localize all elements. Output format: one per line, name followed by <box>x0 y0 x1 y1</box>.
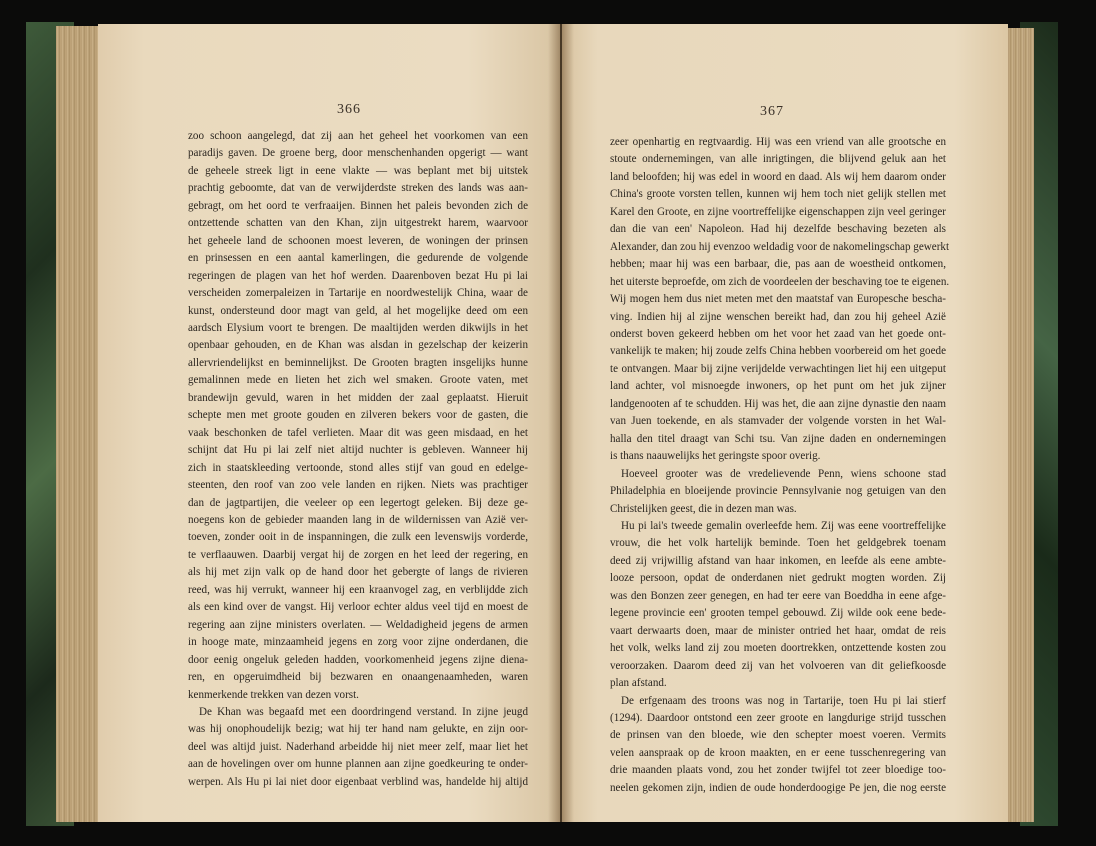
text-line: openbaar gehouden, en de Khan was alsdan in gezelschap der keizerin <box>188 339 528 352</box>
text-line: vankelijk te maken; hij zoude zelfs China hebben voorbereid om het goede <box>610 345 946 358</box>
text-line: schepte men met groote gouden en zilveren bekers voor de gasten, die <box>188 409 528 422</box>
text-line: Hu pi lai's tweede gemalin overleefde hem. Zij was eene voortreffelijke <box>621 519 946 532</box>
text-line: Philadelphia en bloeijende provincie Pennsylvanie nog getuigen van den <box>610 485 946 498</box>
text-line: te verflaauwen. Daarbij vergat hij de zorgen en het leed der regering, en <box>188 548 528 561</box>
text-line: het uiterste beproefde, om zich de voordeelen der beschaving toe te eigenen. <box>610 275 950 288</box>
text-line: Hoeveel grooter was de vredelievende Penn, wiens schoone stad <box>621 467 946 480</box>
text-line: gemalinnen mede en lieten het zich wel smaken. Groote vaten, met <box>188 374 528 387</box>
text-line: kenmerkende trekken van dezen vorst. <box>188 688 359 701</box>
text-line: stoute ondernemingen, van alle inrigtingen, die blijvend geluk aan het <box>610 153 946 166</box>
text-line: de geheele streek ligt in eene vlakte — was beplant met bij uitstek <box>188 164 528 177</box>
text-line: Christelijken geest, die in dezen man was. <box>610 502 797 515</box>
text-line: paradijs gaven. De groene berg, door menschenhanden opgerigt — want <box>188 147 528 160</box>
text-line: drie maanden plaats vond, zou het zonder twijfel tot zeer bloedige too- <box>610 764 946 777</box>
text-line: prachtig geboomte, dat van de verwijderdste streken des lands was aan- <box>188 182 528 195</box>
text-line: dan de jagtpartijen, die veeleer op een legertogt geleken. Bij deze ge- <box>188 496 528 509</box>
text-line: onderst boven gekeerd hebben om het voor het zaad van het goede ont- <box>610 327 946 340</box>
text-line: door eenig ongeluk geleden hadden, voorkomenheid jegens zijne diena- <box>188 653 528 666</box>
text-line: in hooge mate, minzaamheid jegens en zorg voor zijne onderdanen, die <box>188 636 528 649</box>
text-line: zeer openhartig en regtvaardig. Hij was een vriend van alle grootsche en <box>610 136 946 148</box>
right-page-body <box>610 134 950 797</box>
text-line: looze persoon, opdat de onderdanen niet gedrukt mogten worden. Zij <box>610 572 946 585</box>
text-line: veroorzaken. Daarom deed zij van het volvoeren van dit geliefkoosde <box>610 659 946 672</box>
text-line: vaak beschonken de tafel verlieten. Maar dit was geen misdaad, en het <box>188 426 528 439</box>
text-line: het geheele land de schoonen moest leveren, de woningen der prinsen <box>188 234 528 247</box>
text-line: neelen gekomen zijn, indien de oude honderdoogige Pe jen, die nog eerste <box>610 781 946 794</box>
text-line: brandewijn gevuld, waren in het midden der zaal geplaatst. Hieruit <box>188 391 528 404</box>
text-line: velen aanspraak op de kroon maakten, en er eene tusschenregering van <box>610 746 946 759</box>
text-line: regering aan zijne ministers overlaten. — Weldadigheid jegens de armen <box>188 618 528 631</box>
right-page-number: 367 <box>760 104 784 119</box>
text-line: Karel den Groote, en zijne voortreffelijke eigenschappen zijn veel geringer <box>610 205 946 218</box>
text-line: verscheiden zomerpaleizen in Tartarije en noordwestelijk China, waar de <box>188 287 528 300</box>
text-line: De erfgenaam des troons was nog in Tartarije, toen Hu pi lai stierf <box>621 694 946 707</box>
book-gutter <box>548 24 574 822</box>
text-line: regeringen de plagen van het hof werden. Daarenboven bezat Hu pi lai <box>188 269 528 282</box>
text-line: van Juen toekende, en als stamvader der volgende vorsten in het Wal- <box>610 415 946 428</box>
text-line: werpen. Als Hu pi lai niet door eigenbaat verblind was, handelde hij altijd <box>188 775 528 788</box>
text-line: te ontvangen. Maar bij zijne verijdelde verwachtingen liet hij een uitgeput <box>610 362 946 375</box>
right-page <box>562 24 1008 822</box>
text-line: ren, en opgeruimdheid bij bezwaren en onaangenaamheden, waren <box>188 671 528 684</box>
text-line: legene provincie een' grooten tempel gebouwd. Zij wilde ook eene bede- <box>610 607 946 620</box>
text-line: Wij mogen hem dus niet meten met den maatstaf van Europesche bescha- <box>610 293 946 306</box>
text-line: schijnt dat Hu pi lai zelf niet altijd nuchter is gebleven. Wanneer hij <box>188 444 528 457</box>
text-line: als een kind over de vangst. Hij verloor echter aldus veel tijd en moest de <box>188 601 528 614</box>
text-line: zoo schoon aangelegd, dat zij aan het geheel het voorkomen van een <box>188 130 528 142</box>
text-line: deel was altijd juist. Naderhand arbeidde hij niet meer zelf, maar liet het <box>188 740 528 753</box>
text-line: toeven, zonder ooit in de inspanningen, die zulk een levenswijs vorderde, <box>188 531 528 544</box>
text-line: kunst, ondersteund door magt van geld, al het mogelijke deed om een <box>188 304 528 317</box>
text-line: Alexander, dan zou hij evenzoo weldadig voor de nakomelingschap gewerkt <box>610 240 950 253</box>
page-edges-right <box>1004 28 1034 822</box>
text-line: halla den titel draagt van Schi tsu. Van zijne daden en ondernemingen <box>610 432 946 445</box>
text-line: het volk, welks land zij zou moeten doortrekken, ontzettende kosten zou <box>610 642 946 655</box>
text-line: vaart derwaarts doen, maar de minister ontried het haar, omdat de reis <box>610 624 946 637</box>
text-line: steenten, den roof van zoo vele landen en rijken. Niets was prachtiger <box>188 479 528 492</box>
page-edges-left <box>56 26 102 822</box>
text-line: gebragt, om het oord te verfraaijen. Binnen het paleis bevonden zich de <box>188 199 528 212</box>
text-line: was den Bonzen zeer genegen, en had ter eere van Boeddha in eene afge- <box>610 589 946 602</box>
text-line: land achter, vol misnoegde inwoners, op het punt om het juk zijner <box>610 380 946 393</box>
text-line: aardsch Elysium voort te brengen. De maaltijden werden dikwijls in het <box>188 321 528 334</box>
text-line: als hij met zijn valk op de hand door het gebergte of langs de rivieren <box>188 566 528 579</box>
left-page-body <box>188 128 528 791</box>
text-line: deed zij vrijwillig afstand van haar inkomen, en leefde als eene ambte- <box>610 554 946 567</box>
text-line: is thans naauwelijks het geringste spoor overig. <box>610 450 821 463</box>
text-line: ontzettende schatten van den Khan, zijn uitgestrekt harem, waarvoor <box>188 217 528 230</box>
text-line: land beloofden; hij was edel in woord en daad. Als wij hem daarom onder <box>610 170 946 183</box>
text-line: noegens kon de gebieder maanden lang in de wildernissen van Azië ver- <box>188 513 528 526</box>
text-line: ving. Indien hij al zijne wenschen bereikt had, dan zou hij geheel Azië <box>610 310 946 323</box>
text-line: de prinsen van den bloede, wie den schepter moest voeren. Vermits <box>610 729 946 742</box>
text-line: aan de hovelingen over om hunne plannen aan zijne goedkeuring te onder- <box>188 758 528 771</box>
text-line: vrouw, die het volk hartelijk beminde. Toen het geldgebrek toenam <box>610 537 946 550</box>
text-line: allervriendelijkst en beminnelijkst. De Grooten bragten insgelijks hunne <box>188 356 528 369</box>
text-line: dan die van een' Napoleon. Had hij dezelfde beschaving bezeten als <box>610 223 946 236</box>
left-page-number: 366 <box>337 102 361 117</box>
text-line: reed, was hij verrukt, wanneer hij een kraanvogel zag, en verblijdde zich <box>188 583 528 596</box>
text-line: China's groote vorsten tellen, kunnen wij hem toch niet gelijk stellen met <box>610 188 946 201</box>
text-line: (1294). Daardoor ontstond een zeer groote en langdurige strijd tusschen <box>610 711 946 724</box>
text-line: was hij onophoudelijk bezig; wat hij ter hand nam gelukte, en zijn oor- <box>188 723 528 736</box>
text-line: en prinsessen en een aantal kamerlingen, die gedurende de volgende <box>188 252 528 265</box>
text-line: hebben; maar hij was een barbaar, die, pas aan de woestheid ontkomen, <box>610 258 946 271</box>
left-page <box>98 24 560 822</box>
text-line: plan afstand. <box>610 677 667 690</box>
text-line: landgenooten af te schudden. Hij was het, die aan zijne dynastie den naam <box>610 397 946 410</box>
text-line: zich in staatskleeding vertoonde, stond alles stijf van goud en edelge- <box>188 461 528 474</box>
text-line: De Khan was begaafd met een doordringend verstand. In zijne jeugd <box>199 705 528 718</box>
